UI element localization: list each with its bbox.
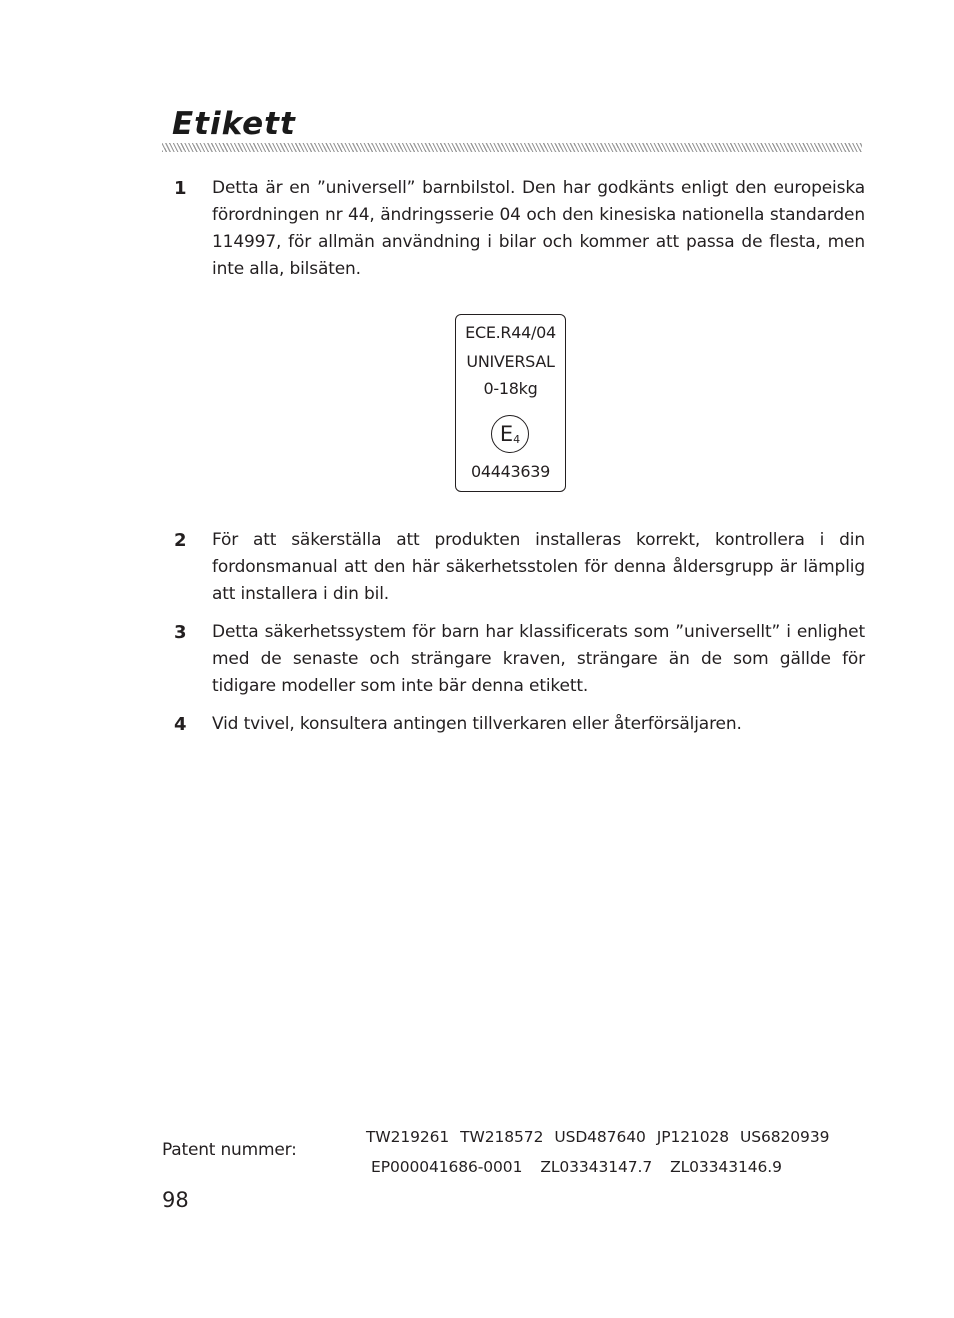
list-item-number: 3	[174, 622, 187, 643]
patent-label: Patent nummer:	[162, 1140, 297, 1160]
list-item-1	[174, 175, 865, 285]
patent-number: TW218572	[460, 1128, 544, 1146]
list-item-2	[174, 527, 865, 609]
title-hatched-rule	[162, 143, 862, 152]
list-item-number: 4	[174, 714, 187, 735]
patent-number: EP000041686-0001	[371, 1158, 523, 1176]
approval-weight-range: 0-18kg	[483, 379, 538, 398]
patent-row-2	[371, 1158, 782, 1176]
approval-regulation: ECE.R44/04	[465, 323, 556, 342]
patent-number: ZL03343146.9	[670, 1158, 782, 1176]
list-item-4	[174, 711, 865, 741]
list-item-number: 1	[174, 178, 187, 199]
e-mark-icon	[491, 415, 529, 453]
list-item-number: 2	[174, 530, 187, 551]
patent-number: USD487640	[554, 1128, 646, 1146]
e-mark-number: 4	[513, 433, 521, 446]
approval-label	[455, 314, 566, 492]
patent-number: TW219261	[366, 1128, 450, 1146]
page-number: 98	[162, 1188, 189, 1212]
e-mark-letter: E	[499, 422, 514, 446]
list-item-text: Detta är en ”universell” barnbilstol. Den har godkänts enligt den europeiska förordningen nr 44, ändringsserie 04 och den kinesiska nationella standarden 114997, för allmän användning i bilar och kommer att passa de flesta, men inte alla, bilsäten.	[212, 178, 865, 279]
list-item-text: Vid tvivel, konsultera antingen tillverkaren eller återförsäljaren.	[212, 714, 742, 734]
list-item-text: Detta säkerhetssystem för barn har klassificerats som ”universellt” i enlighet med de senaste och strängare kraven, strängare än de som gällde för tidigare modeller som inte bär denna etikett.	[212, 622, 865, 696]
approval-number: 04443639	[470, 462, 551, 481]
list-item-text: För att säkerställa att produkten installeras korrekt, kontrollera i din fordonsmanual att den här säkerhetsstolen för denna åldersgrupp är lämplig att installera i din bil.	[212, 530, 865, 604]
patent-number: ZL03343147.7	[540, 1158, 653, 1176]
patent-number: JP121028	[656, 1128, 730, 1146]
patent-number: US6820939	[740, 1128, 830, 1146]
approval-category: UNIVERSAL	[466, 352, 555, 371]
patent-row-1	[366, 1128, 829, 1146]
page-title: Etikett	[172, 106, 296, 142]
list-item-3	[174, 619, 865, 701]
